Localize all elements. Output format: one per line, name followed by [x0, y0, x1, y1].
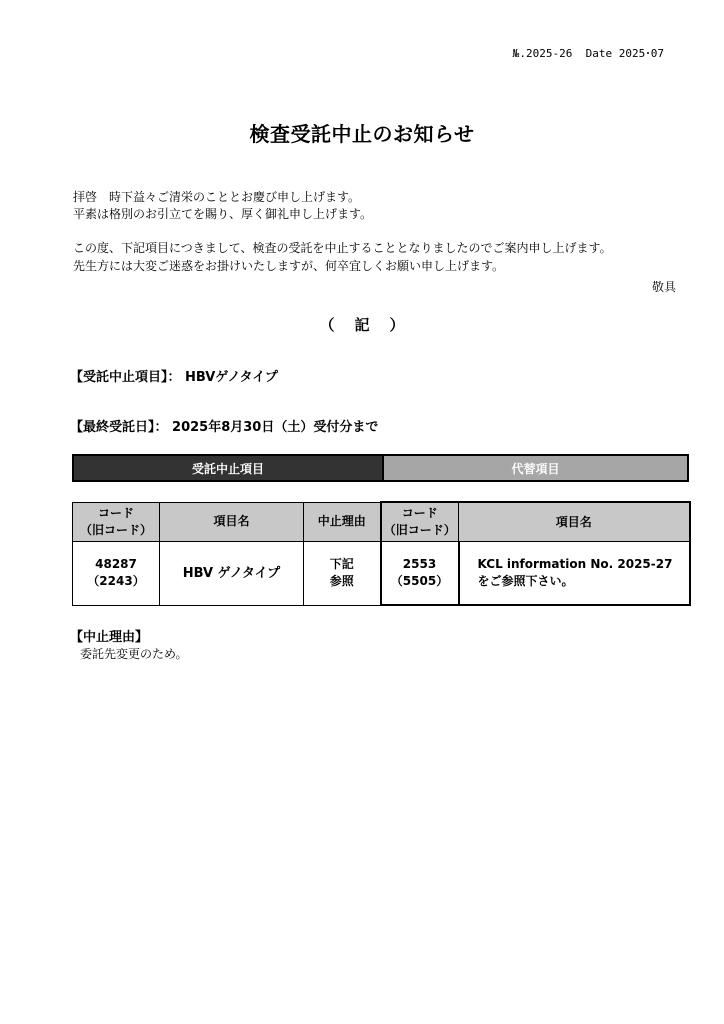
doc-date: Date 2025･07 [585, 47, 664, 60]
ki-open-paren: （ [319, 316, 335, 334]
reason-text: 委託先変更のため。 [80, 647, 188, 661]
doc-number: №.2025-26 [512, 47, 573, 60]
header-alt-item-name: 項目名 [459, 502, 690, 542]
header-code [73, 502, 160, 542]
alt-code-value: 2553 [402, 557, 437, 571]
message-line-2: 先生方には大変ご迷惑をお掛けいたしますが、何卒宜しくお願い申し上げます。 [73, 259, 505, 273]
page-title: 検査受託中止のお知らせ [249, 122, 475, 146]
last-acceptance-date: 【最終受託日】： 2025年8月30日（土）受付分まで [70, 420, 379, 435]
cell-item-name: HBV ゲノタイプ [160, 542, 304, 606]
alt-name-line-1: KCL information No. 2025-27 [477, 557, 673, 571]
cell-reason [304, 542, 381, 606]
table-header-row [73, 502, 690, 542]
reason-heading: 【中止理由】 [70, 630, 149, 645]
ki-heading [0, 314, 724, 335]
header-item-name: 項目名 [160, 502, 304, 542]
table-row [73, 542, 690, 606]
header-code-top: コード [97, 505, 134, 520]
cell-code [73, 542, 160, 606]
band-alternative-label: 代替項目 [382, 456, 687, 480]
cell-alt-item-name [459, 542, 690, 606]
header-alt-code [381, 502, 459, 542]
document-number [513, 45, 664, 61]
alt-name-line-2: をご参照下さい。 [477, 574, 574, 588]
ki-label: 記 [354, 316, 370, 334]
greeting-line-2: 平素は格別のお引立てを賜り、厚く御礼申し上げます。 [73, 207, 373, 221]
band-discontinued-label: 受託中止項目 [74, 456, 382, 480]
ki-close-paren: ） [389, 316, 405, 334]
alt-old-code-value: （5505） [390, 574, 449, 588]
header-alt-code-bottom: （旧コード） [383, 523, 456, 537]
greeting-line-1: 拝啓 時下益々ご清栄のこととお慶び申し上げます。 [73, 190, 361, 204]
code-value: 48287 [95, 557, 137, 572]
cell-alt-code [381, 542, 459, 606]
discontinued-item: 【受託中止項目】： HBVゲノタイプ [70, 370, 278, 385]
old-code-value: （2243） [87, 574, 145, 589]
header-reason: 中止理由 [304, 502, 381, 542]
reason-line-2: 参照 [329, 574, 354, 589]
items-table [72, 501, 691, 606]
section-band [72, 454, 689, 482]
header-code-bottom: （旧コード） [79, 522, 152, 537]
message-line-1: この度、下記項目につきまして、検査の受託を中止することとなりましたのでご案内申し上げます。 [73, 241, 612, 255]
closing-word: 敬具 [651, 280, 676, 294]
header-alt-code-top: コード [401, 506, 438, 520]
reason-line-1: 下記 [329, 557, 354, 572]
